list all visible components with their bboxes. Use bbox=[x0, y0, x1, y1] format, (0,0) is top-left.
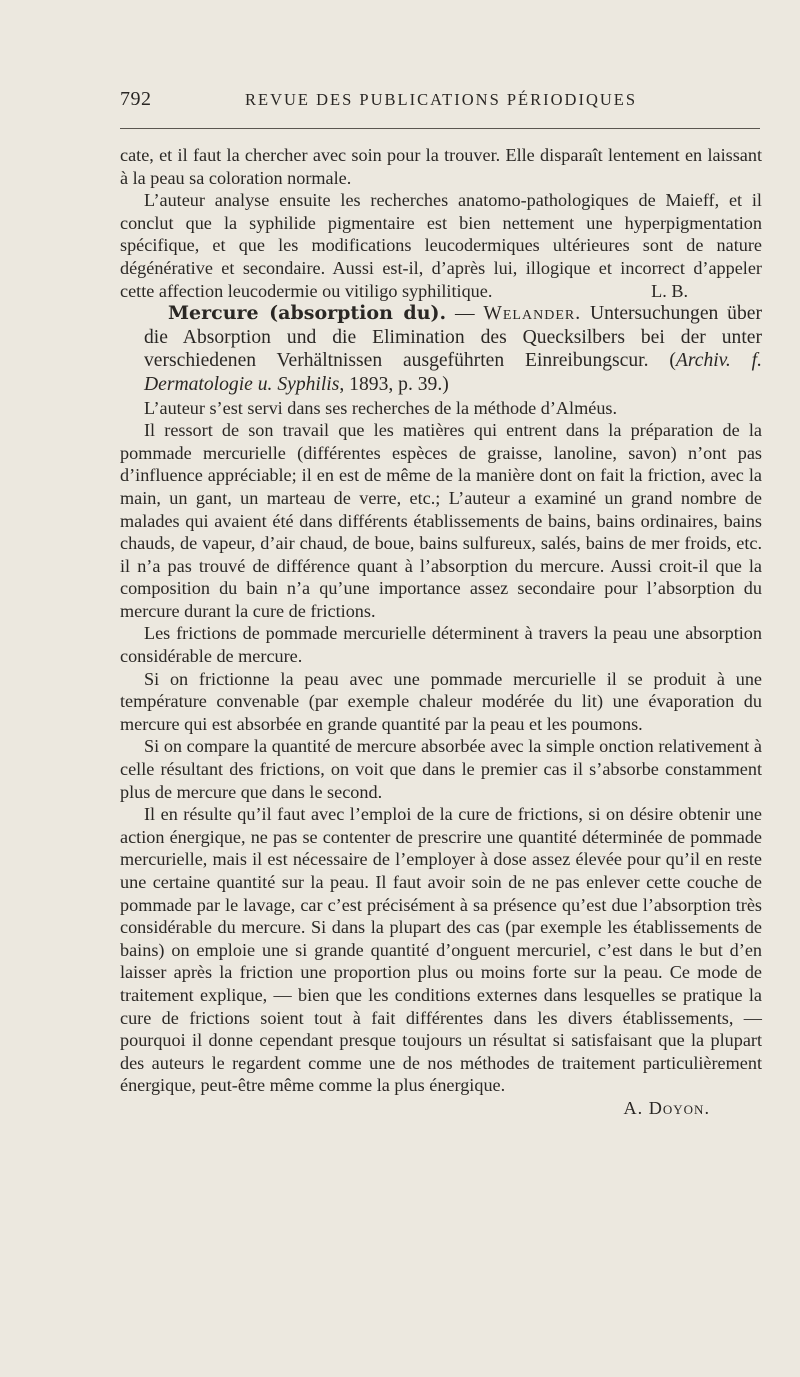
article-heading bbox=[120, 302, 762, 396]
running-title: REVUE DES PUBLICATIONS PÉRIODIQUES bbox=[245, 90, 638, 109]
paragraph: Si on compare la quantité de mercure absorbée avec la simple onction relativement à celle résultant des frictions, on voit que dans le premier cas il s’absorbe constamment plus de mercure que dans le second. bbox=[120, 736, 762, 802]
paragraph: Il en résulte qu’il faut avec l’emploi de la cure de frictions, si on désire obtenir une action énergique, ne pas se contenter de prescrire une quantité déterminée de pommade mercurielle, mais il est nécessaire de l’employer à dose assez élevée pour qu’il en reste une certaine quantité sur la peau. Il faut avoir soin de ne pas enlever cette couche de pommade par le lavage, car c’est précisément à sa présence qu’est due l’absorption très considérable du mercure. Si dans la plupart des cas (par exemple les établissements de bains) on emploie une si grande quantité d’onguent mercuriel, c’est dans le but d’en laisser après la friction une proportion plus ou moins forte sur la peau. Ce mode de traitement explique, — bien que les conditions externes dans lesquelles se pratique la cure de frictions soient tout à fait différentes dans les divers établissements, — pourquoi il donne cependant presque toujours un résultat si satisfaisant que la plupart des auteurs le regardent comme une de nos méthodes de traitement particulièrement énergique, peut-être même comme la plus énergique. bbox=[120, 804, 762, 1096]
paragraph: Il ressort de son travail que les matières qui entrent dans la préparation de la pommade mercurielle (différentes espèces de graisse, lanoline, savon) n’ont pas d’influence appréciable; il en est de même de la manière dont on fait la friction, avec la main, un gant, un marteau de verre, etc.; L’auteur a examiné un grand nombre de malades qui avaient été dans différents établissements de bains, bains ordinaires, bains chauds, de vapeur, d’air chaud, de boue, bains sulfureux, salés, bains de mer froids, etc. il n’a pas trouvé de différence quant à l’absorption du mercure. Aussi croit-il que la composition du bain n’a qu’une importance assez secondaire pour l’absorption du mercure durant la cure de frictions. bbox=[120, 420, 762, 621]
header-rule bbox=[120, 128, 760, 129]
review-signature: L. B. bbox=[651, 280, 688, 301]
article-citation: , 1893, p. 39.) bbox=[339, 373, 449, 395]
article-title: Untersuchungen über die Absorption und die Elimination des Quecksilbers bei der unter verschiedenen Verhältnissen ausgeführten Einreibungscur. ( bbox=[144, 303, 762, 372]
article-signature: A. Doyon. bbox=[623, 1097, 710, 1118]
journal-name: Archiv. f. Dermatologie u. Syphilis bbox=[144, 350, 763, 395]
continued-paragraph: cate, et il faut la chercher avec soin pour la trouver. Elle disparaît lentement en laissant à la peau sa coloration normale. bbox=[120, 145, 762, 188]
page-number: 792 bbox=[120, 88, 152, 110]
article-headword: Mercure (absorption du). bbox=[168, 302, 447, 325]
paragraph: L’auteur s’est servi dans ses recherches de la méthode d’Alméus. bbox=[144, 397, 618, 418]
paragraph: Si on frictionne la peau avec une pommade mercurielle il se produit à une température convenable (par exemple chaleur modérée du lit) une évaporation du mercure qui est absorbée en grande quantité par la peau et les poumons. bbox=[120, 668, 762, 734]
paragraph bbox=[120, 189, 762, 302]
heading-dash: — bbox=[446, 303, 484, 325]
paragraph: Les frictions de pommade mercurielle déterminent à travers la peau une absorption considérable de mercure. bbox=[120, 623, 762, 667]
page-body bbox=[120, 144, 762, 1120]
paragraph-text: L’auteur analyse ensuite les recherches anatomo-pathologiques de Maieff, et il conclut que la syphilide pigmentaire est bien nettement une hyperpigmentation spécifique, et que les modifications leucodermiques ultérieures sont de nature dégénérative et secondaire. Aussi est-il, d’après lui, illogique et incorrect d’appeler cette affection leucodermie ou vitiligo syphilitique. bbox=[120, 190, 762, 301]
article-author: Welander. bbox=[483, 303, 582, 325]
